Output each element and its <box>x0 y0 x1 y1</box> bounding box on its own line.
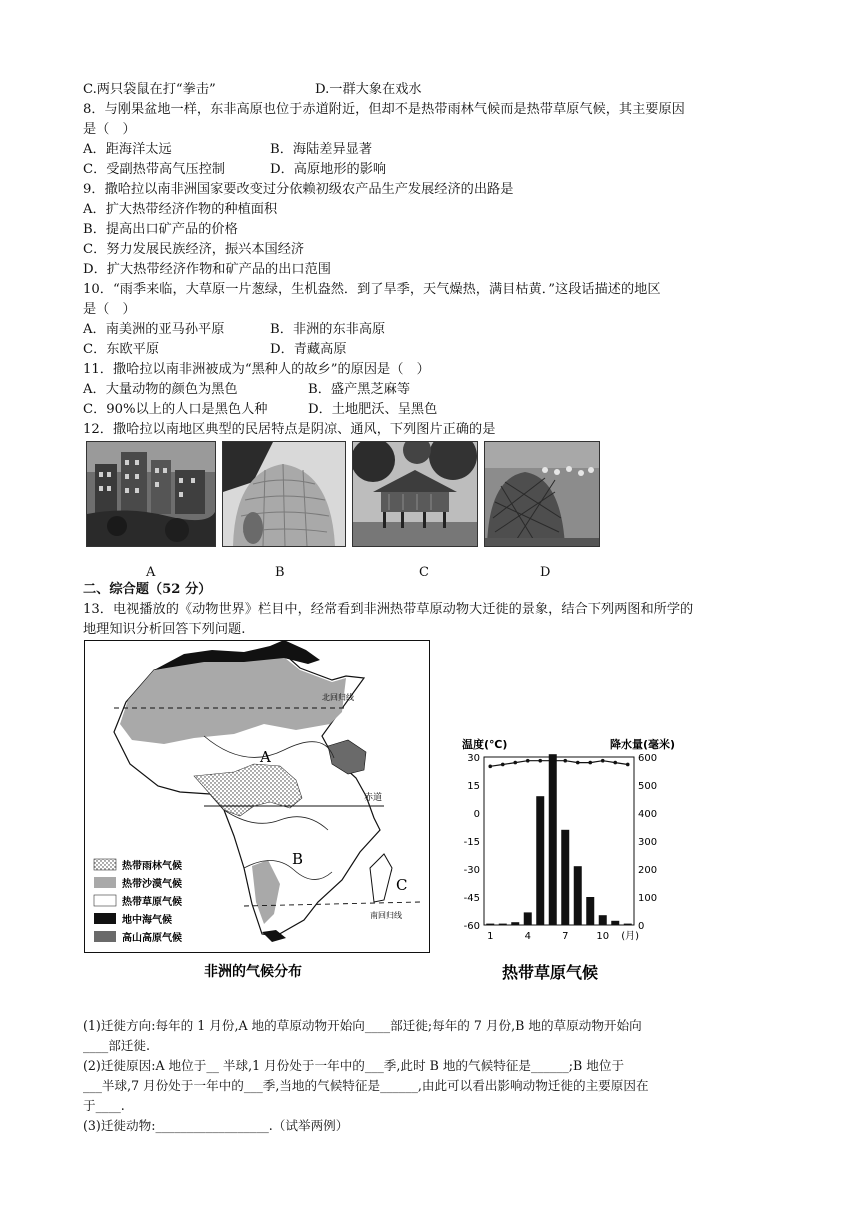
photo-a-stone-houses <box>86 441 216 547</box>
right-tick-label: 200 <box>638 865 658 876</box>
left-tick-label: 0 <box>473 809 480 820</box>
right-tick-label: 300 <box>638 837 658 848</box>
precip-bar <box>536 796 544 925</box>
photo-label-c: C <box>419 565 429 580</box>
legend-label-rainforest: 热带雨林气候 <box>122 861 182 872</box>
legend-label-highland: 高山高原气候 <box>122 933 182 944</box>
q13-part1-line1: (1)迁徙方向:每年的 1 月份,A 地的草原动物开始向____部迁徙;每年的 7 月份,B 地的草原动物开始向 <box>83 1018 642 1033</box>
q13-part2-line1: (2)迁徙原因:A 地位于__ 半球,1 月份处于一年中的___季,此时 B 地的气候特征是______;B 地位于 <box>83 1058 625 1073</box>
precip-bar <box>611 921 619 925</box>
q9-option-d: D．扩大热带经济作物和矿产品的出口范围 <box>83 262 331 277</box>
temperature-point <box>626 763 630 767</box>
right-tick-label: 0 <box>638 921 645 932</box>
q9-stem: 9．撒哈拉以南非洲国家要改变过分依赖初级农产品生产发展经济的出路是 <box>83 182 514 197</box>
right-tick-label: 100 <box>638 893 658 904</box>
map-label-a: A <box>260 748 271 766</box>
legend-swatch-rainforest <box>94 859 116 870</box>
x-axis-unit: (月) <box>621 931 640 942</box>
q8-option-b: B．海陆差异显著 <box>270 142 373 157</box>
q10-stem-line2: 是（ ） <box>83 302 136 317</box>
q13-part2-line2: ___半球,7 月份处于一年中的___季,当地的气候特征是______,由此可以看出影响动物迁徙的主要原因在 <box>83 1078 649 1093</box>
right-tick-label: 500 <box>638 781 658 792</box>
chart-ylabel-right: 降水量(毫米) <box>610 738 676 751</box>
left-tick-label: -45 <box>463 893 480 904</box>
q13-stem-line2: 地理知识分析回答下列问题. <box>83 622 246 637</box>
x-tick-label: 7 <box>562 931 569 942</box>
x-tick-label: 1 <box>487 931 494 942</box>
map-tropic-north-label: 北回归线 <box>322 693 354 702</box>
q13-part1-line2: ____部迁徙. <box>83 1038 150 1053</box>
precip-bar <box>486 924 494 925</box>
temperature-point <box>538 759 542 763</box>
q8-stem-line1: 8．与刚果盆地一样，东非高原也位于赤道附近，但却不是热带雨林气候而是热带草原气候，其主要原因 <box>83 102 685 117</box>
precip-bar <box>624 924 632 925</box>
chart-title: 热带草原气候 <box>502 963 599 982</box>
q8-option-c: C．受副热带高气压控制 <box>83 162 225 177</box>
legend-label-savanna: 热带草原气候 <box>122 897 182 908</box>
q10-option-d: D．青藏高原 <box>270 342 347 357</box>
q7-option-d: D.一群大象在戏水 <box>315 82 422 97</box>
temperature-point <box>563 759 567 763</box>
q11-stem: 11．撒哈拉以南非洲被成为“黑种人的故乡”的原因是（ ） <box>83 362 430 377</box>
left-tick-label: -15 <box>463 837 480 848</box>
chart-frame <box>484 757 634 925</box>
temperature-point <box>613 761 617 765</box>
temperature-point <box>488 765 492 769</box>
right-tick-label: 600 <box>638 753 658 764</box>
q13-stem-line1: 13．电视播放的《动物世界》栏目中，经常看到非洲热带草原动物大迁徙的景象，结合下列两图和所学的 <box>83 602 694 617</box>
africa-climate-map <box>84 640 434 985</box>
map-equator-label: 赤道 <box>364 793 383 803</box>
q11-option-a: A．大量动物的颜色为黑色 <box>83 382 238 397</box>
left-tick-label: -30 <box>463 865 480 876</box>
left-tick-label: -60 <box>463 921 480 932</box>
q8-option-d: D．高原地形的影响 <box>270 162 387 177</box>
q11-option-c: C．90%以上的人口是黑色人种 <box>83 402 268 417</box>
left-tick-label: 30 <box>467 753 480 764</box>
q8-stem-line2: 是（ ） <box>83 122 136 137</box>
photo-c-stilt-house <box>352 441 478 547</box>
temperature-point <box>588 761 592 765</box>
photo-label-d: D <box>540 565 551 580</box>
precip-bar <box>549 754 557 925</box>
precip-bar <box>574 866 582 925</box>
q10-option-a: A．南美洲的亚马孙平原 <box>83 322 225 337</box>
legend-swatch-savanna <box>94 895 116 906</box>
precip-bar <box>599 915 607 925</box>
q9-option-c: C．努力发展民族经济，振兴本国经济 <box>83 242 305 257</box>
q10-option-b: B．非洲的东非高原 <box>270 322 386 337</box>
map-tropic-south-label: 南回归线 <box>370 911 402 920</box>
precip-bar <box>586 897 594 925</box>
chart-ylabel-left: 温度(℃) <box>462 738 508 751</box>
temperature-point <box>501 763 505 767</box>
legend-swatch-desert <box>94 877 116 888</box>
precip-bar <box>499 924 507 925</box>
q13-part2-line3: 于____. <box>83 1098 125 1113</box>
q9-option-a: A．扩大热带经济作物的种植面积 <box>83 202 278 217</box>
x-tick-label: 4 <box>524 931 531 942</box>
q13-part3: (3)迁徙动物:__________________.（试举两例） <box>83 1118 349 1133</box>
photo-label-b: B <box>275 565 285 580</box>
legend-label-mediterranean: 地中海气候 <box>122 915 172 926</box>
map-caption: 非洲的气候分布 <box>204 964 302 980</box>
temperature-point <box>513 761 517 765</box>
legend-swatch-mediterranean <box>94 913 116 924</box>
photo-b-dome-hut <box>222 441 346 547</box>
temperature-point <box>526 759 530 763</box>
q10-stem-line1: 10．“雨季来临，大草原一片葱绿，生机盎然．到了旱季，天气燥热，满目枯黄．”这段话描述的地区 <box>83 282 661 297</box>
q11-option-d: D．土地肥沃、呈黑色 <box>308 402 438 417</box>
legend-swatch-highland <box>94 931 116 942</box>
savanna-climate-chart <box>452 730 702 985</box>
map-label-c: C <box>396 876 408 894</box>
photo-d-thatched-hut <box>484 441 600 547</box>
q9-option-b: B．提高出口矿产品的价格 <box>83 222 238 237</box>
left-tick-label: 15 <box>467 781 480 792</box>
temperature-point <box>601 759 605 763</box>
precip-bar <box>561 830 569 925</box>
precip-bar <box>511 922 519 925</box>
chart-plot-area <box>464 753 657 942</box>
q8-option-a: A．距海洋太远 <box>83 142 172 157</box>
x-tick-label: 10 <box>596 931 610 942</box>
temperature-point <box>551 759 555 763</box>
q12-stem: 12．撒哈拉以南地区典型的民居特点是阴凉、通风，下列图片正确的是 <box>83 422 496 437</box>
q11-option-b: B．盛产黑芝麻等 <box>308 382 411 397</box>
temperature-point <box>576 761 580 765</box>
map-label-b: B <box>292 850 304 868</box>
precip-bar <box>524 912 532 925</box>
q10-option-c: C．东欧平原 <box>83 342 160 357</box>
right-tick-label: 400 <box>638 809 658 820</box>
q7-option-c: C.两只袋鼠在打“拳击” <box>83 82 216 97</box>
photo-label-a: A <box>146 565 156 580</box>
section-title: 二、综合题（52 分） <box>83 582 212 597</box>
legend-label-desert: 热带沙漠气候 <box>122 879 182 890</box>
